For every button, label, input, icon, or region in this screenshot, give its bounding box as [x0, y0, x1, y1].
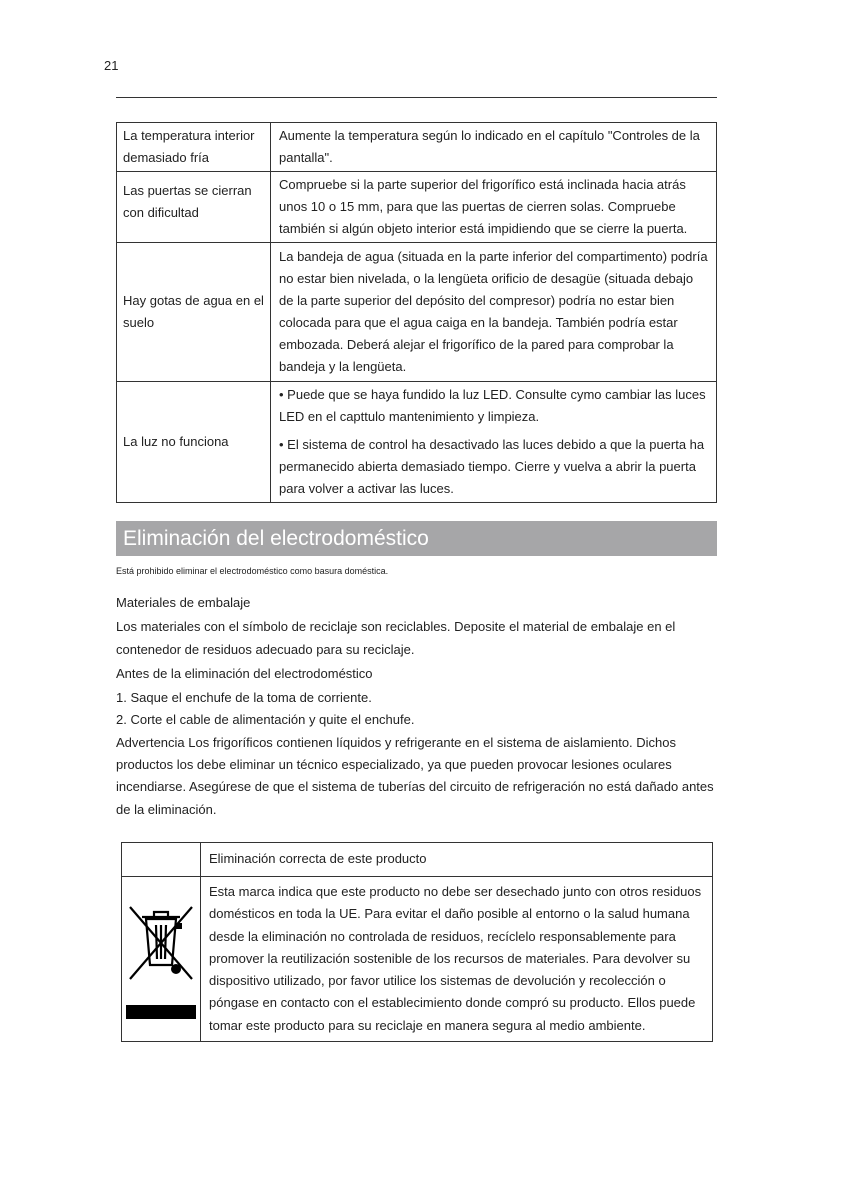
page-number: 21: [104, 58, 119, 73]
problem-cell: Las puertas se cierran con dificultad: [117, 172, 271, 243]
header-rule: [116, 97, 717, 98]
table-row: [117, 172, 717, 243]
solution-cell: Compruebe si la parte superior del frigorífico está inclinada hacia atrás unos 10 o 15 mm, para que las puertas de cierren solas. Compruebe también si algún objeto interior está impidiendo que se cierre la puerta.: [271, 172, 717, 243]
disposal-table-text: Esta marca indica que este producto no debe ser desechado junto con otros residuos domésticos en toda la UE. Para evitar el daño posible al entorno o la salud humana desde la eliminación no controlada de residuos, recíclelo responsablemente para promover la reutilización sostenible de los recursos de materiales. Para devolver su dispositivo utilizado, por favor utilice los sistemas de devolución y recolección o póngase en contacto con el establecimiento donde compró su producto. Ellos puede tomar este producto para su reciclaje en manera segura al medio ambiente.: [201, 877, 713, 1042]
prohibition-note: Está prohibido eliminar el electrodoméstico como basura doméstica.: [116, 566, 389, 576]
disposal-table-header: Eliminación correcta de este producto: [201, 843, 713, 877]
black-bar: [126, 1005, 196, 1019]
before-title: Antes de la eliminación del electrodoméstico: [116, 665, 373, 681]
crossed-out-wheelie-bin-icon: [126, 899, 196, 985]
packaging-text: Los materiales con el símbolo de reciclaje son reciclables. Deposite el material de embalaje en el contenedor de residuos adecuado para su reciclaje.: [116, 619, 676, 657]
troubleshooting-table: [116, 122, 717, 503]
warning-text: Advertencia Los frigoríficos contienen líquidos y refrigerante en el sistema de aislamiento. Dichos productos los debe eliminar un técnico especializado, ya que pueden provocar lesiones oculares incendiarse. Asegúrese de que el sistema de tuberías del circuito de refrigeración no está dañado antes de la eliminación.: [116, 734, 714, 817]
step-2: 2. Corte el cable de alimentación y quite el enchufe.: [116, 712, 415, 728]
section-heading: Eliminación del electrodoméstico: [116, 521, 717, 556]
table-row: [122, 843, 713, 877]
step-1: 1. Saque el enchufe de la toma de corriente.: [116, 690, 372, 706]
problem-cell: Hay gotas de agua en el suelo: [117, 243, 271, 382]
table-row: [117, 123, 717, 172]
solution-cell: La bandeja de agua (situada en la parte inferior del compartimento) podría no estar bien nivelada, o la lengüeta orificio de desagüe (situada debajo de la parte superior del depósito del compresor) podría no estar bien colocada para que el agua caiga en la bandeja. También podría estar embozada. Deberá alejar el frigorífico de la pared para comprobar la bandeja y la lengüeta.: [271, 243, 717, 382]
packaging-title: Materiales de embalaje: [116, 595, 251, 610]
problem-cell: La luz no funciona: [117, 382, 271, 503]
disposal-body: [116, 592, 718, 821]
empty-cell: [122, 843, 201, 877]
weee-symbol-cell: [122, 877, 201, 1042]
table-row: [117, 382, 717, 503]
solution-cell: Aumente la temperatura según lo indicado en el capítulo "Controles de la pantalla".: [271, 123, 717, 172]
table-row: [117, 243, 717, 382]
solution-cell: • Puede que se haya fundido la luz LED. Consulte cymo cambiar las luces LED en el capttulo mantenimiento y limpieza. • El sistema de control ha desactivado las luces debido a que la puerta ha permanecido abierta demasiado tiempo. Cierre y vuelva a abrir la puerta para volver a activar las luces.: [271, 382, 717, 503]
table-row: [122, 877, 713, 1042]
disposal-table: [121, 842, 713, 1042]
problem-cell: La temperatura interior demasiado fría: [117, 123, 271, 172]
